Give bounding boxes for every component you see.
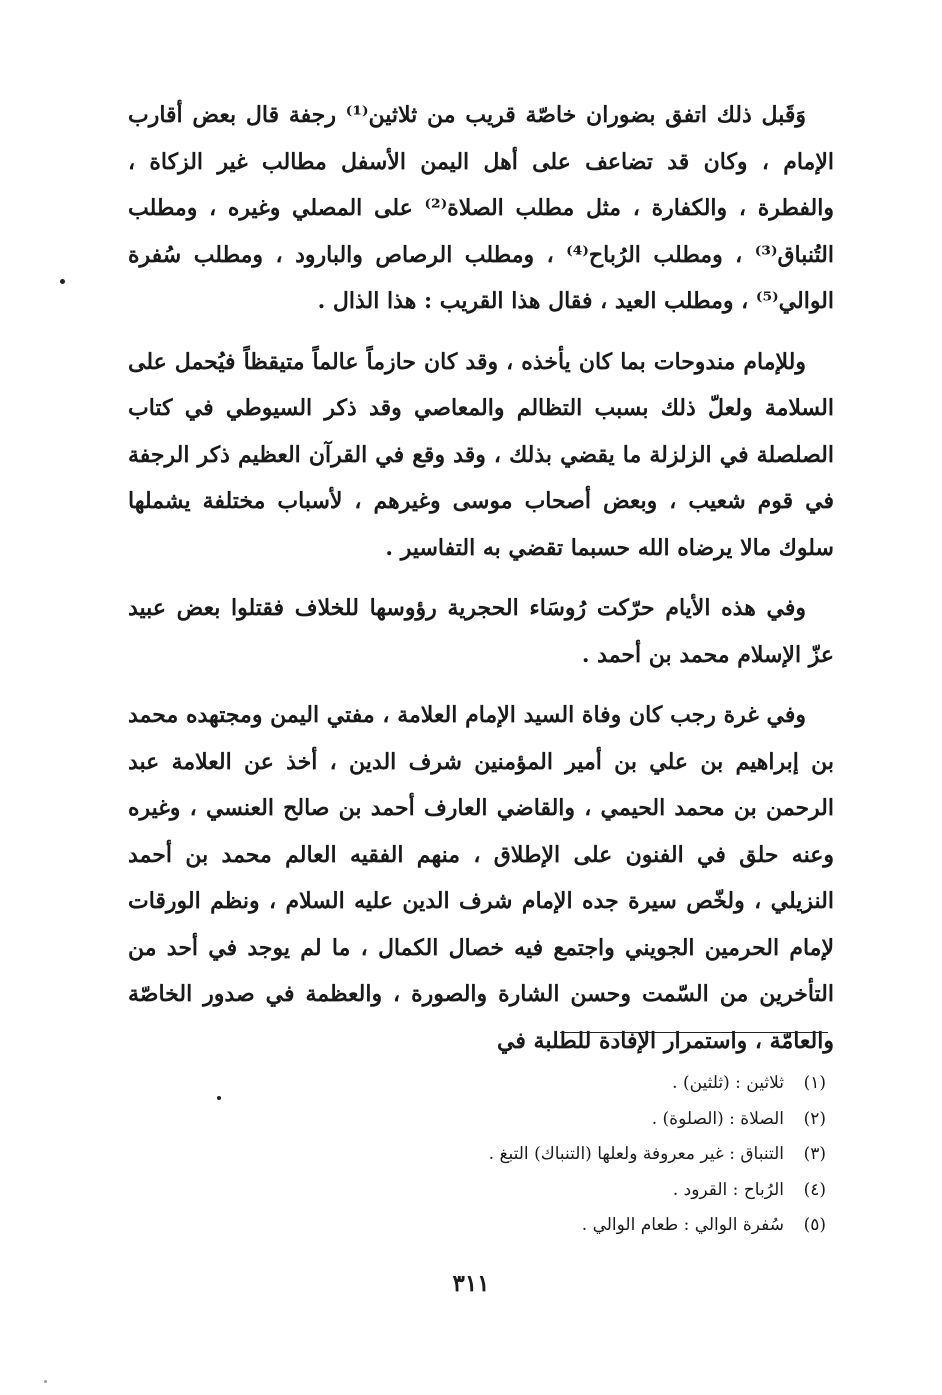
footnote-number: (٢) bbox=[803, 1108, 826, 1129]
footnote-text: الرُباح : القرود . bbox=[672, 1179, 784, 1200]
scan-speck bbox=[60, 279, 65, 284]
page-number: ٣١١ bbox=[452, 1270, 490, 1297]
footnotes-list bbox=[306, 1066, 826, 1244]
footnote-divider bbox=[560, 1032, 828, 1033]
footnote-item bbox=[306, 1173, 826, 1209]
footnote-item bbox=[306, 1137, 826, 1173]
footnote-item bbox=[306, 1208, 826, 1244]
paragraph: وللإمام مندوحات بما كان يأخذه ، وقد كان حازماً عالماً متيقظاً فيُحمل على السلامة ولعلّ ذلك بسبب التظالم والمعاصي وقد ذكر السيوطي في كتاب الصلصلة في الزلزلة ما يقضي بذلك ، وقد وقع في القرآن العظيم ذكر الرجفة في قوم شعيب ، وبعض أصحاب موسى وغيرهم ، لأسباب مختلفة يشملها سلوك مالا يرضاه الله حسبما تقضي به التفاسير . bbox=[128, 348, 834, 561]
footnote-text: ثلاثين : (ثلثين) . bbox=[672, 1073, 784, 1093]
scan-speck bbox=[217, 1096, 221, 1100]
paragraph: وفي غرة رجب كان وفاة السيد الإمام العلامة ، مفتي اليمن ومجتهده محمد بن إبراهيم بن علي بن أمير المؤمنين شرف الدين ، أخذ عن العلامة عبد الرحمن بن محمد الحيمي ، والقاضي العارف أحمد بن صالح العنسي ، وغيره وعنه حلق في الفنون على الإطلاق ، منهم الفقيه العالم محمد بن أحمد النزيلي ، ولخّص سيرة جده الإمام شرف الدين عليه السلام ، ونظم الورقات لإمام الحرمين الجويني واجتمع فيه خصال الكمال ، ما لم يوجد في أحد من التأخرين من السّمت وحسن الشارة والصورة ، والعظمة في صدور الخاصّة والعامّة ، واستمرار الإفادة للطلبة في bbox=[128, 702, 834, 1054]
main-text bbox=[128, 92, 834, 1064]
footnote-number: (٤) bbox=[803, 1179, 826, 1200]
footnote-number: (٣) bbox=[803, 1144, 826, 1164]
footnote-text: التنباق : غير معروفة ولعلها (التنباك) التبغ . bbox=[488, 1144, 784, 1164]
footnote-item bbox=[306, 1066, 826, 1102]
paragraph: وَقَبل ذلك اتفق بضوران خاصّة قريب من ثلاثين⁽¹⁾ رجفة قال بعض أقارب الإمام ، وكان قد تضاعف على أهل اليمن الأسفل مطالب غير الزكاة ، والفطرة ، والكفارة ، مثل مطلب الصلاة⁽²⁾ على المصلي وغيره ، ومطلب التُنباق⁽³⁾ ، ومطلب الرُباح⁽⁴⁾ ، ومطلب الرصاص والبارود ، ومطلب سُفرة الوالي⁽⁵⁾ ، ومطلب العيد ، فقال هذا القريب : هذا الذال . bbox=[128, 102, 834, 314]
scan-speck bbox=[44, 1380, 47, 1383]
footnote-item bbox=[306, 1102, 826, 1138]
paragraph: وفي هذه الأيام حرّكت رُوسَاء الحجرية رؤوسها للخلاف فقتلوا بعض عبيد عزّ الإسلام محمد بن أحمد . bbox=[128, 595, 834, 668]
footnote-number: (١) bbox=[803, 1073, 826, 1093]
footnote-number: (٥) bbox=[803, 1215, 826, 1235]
footnote-text: سُفرة الوالي : طعام الوالي . bbox=[581, 1215, 784, 1235]
footnote-text: الصلاة : (الصلوة) . bbox=[651, 1108, 784, 1129]
